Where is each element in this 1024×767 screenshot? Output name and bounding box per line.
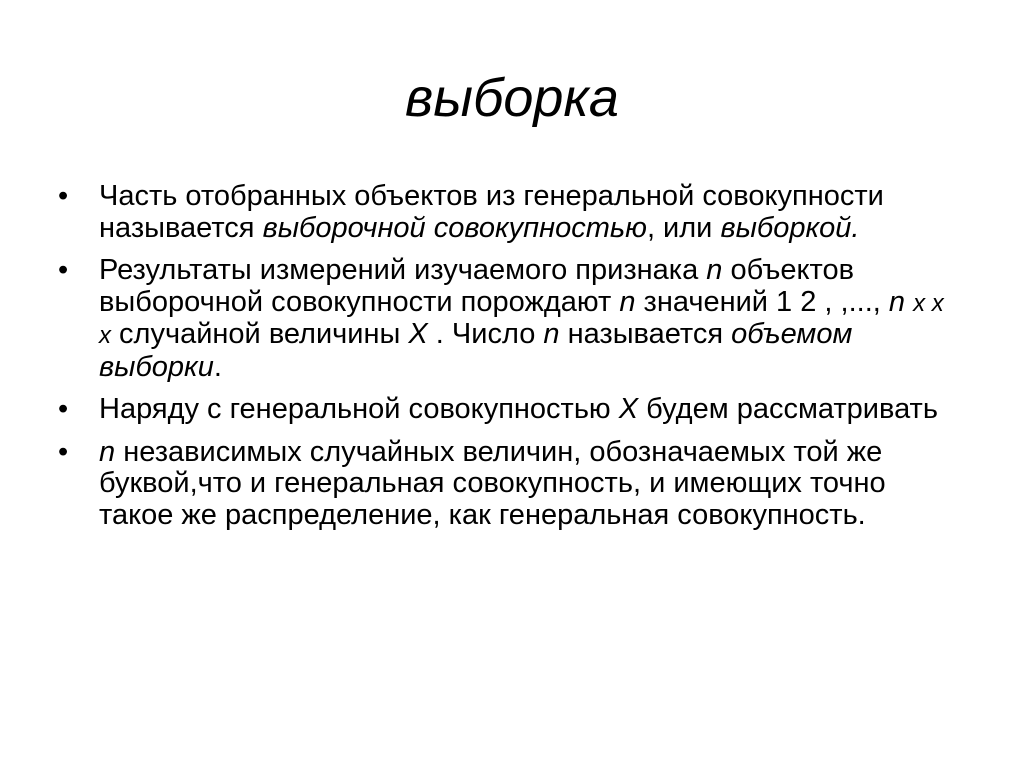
bullet-item: [58, 437, 958, 532]
bullet-dot-icon: •: [58, 393, 69, 425]
bullet-text-segment: выборкой.: [720, 211, 860, 244]
bullet-item: [58, 181, 958, 244]
bullet-text-segment: n: [706, 254, 723, 286]
bullet-text-segment: .: [213, 350, 222, 383]
bullet-list: [58, 181, 958, 542]
bullet-text-segment: X: [618, 393, 639, 425]
bullet-text-segment: случайной величины: [111, 318, 409, 350]
bullet-text-segment: Результаты измерений изучаемого признака: [99, 254, 707, 286]
bullet-text-segment: значений 1 2 , ,...,: [635, 285, 889, 318]
bullet-text-segment: объемом выборки: [99, 318, 853, 383]
bullet-text-segment: Часть отобранных объектов из генеральной совокупности называется: [99, 180, 884, 244]
bullet-text-segment: называется: [559, 318, 732, 350]
bullet-text-segment: независимых случайных величин, обозначаемых той же буквой,что и генеральная совокупность, и имеющих точно такое же распределение, как генеральная совокупность.: [99, 435, 886, 531]
bullet-text-segment: [905, 286, 913, 318]
bullet-text-segment: будем рассматривать: [638, 393, 938, 425]
slide-title: выборка: [405, 68, 619, 128]
bullet-text-segment: n: [99, 435, 116, 468]
bullet-dot-icon: •: [58, 180, 69, 212]
bullet-dot-icon: •: [58, 254, 69, 286]
bullet-text-segment: Наряду с генеральной совокупностью: [99, 393, 619, 425]
bullet-text-segment: , или: [646, 211, 721, 244]
bullet-text-segment: n: [543, 318, 560, 350]
bullet-text-segment: X: [408, 318, 428, 350]
bullet-text-segment: x x x: [99, 289, 944, 349]
bullet-text-segment: объектов выборочной совокупности порождают: [99, 254, 855, 318]
bullet-dot-icon: •: [58, 435, 69, 468]
bullet-text-segment: . Число: [427, 318, 544, 350]
bullet-item: [58, 255, 958, 383]
bullet-text-segment: n: [619, 285, 636, 318]
bullet-item: [58, 394, 958, 426]
bullet-text-segment: выборочной совокупностью: [262, 211, 647, 244]
bullet-text-segment: n: [888, 285, 906, 318]
